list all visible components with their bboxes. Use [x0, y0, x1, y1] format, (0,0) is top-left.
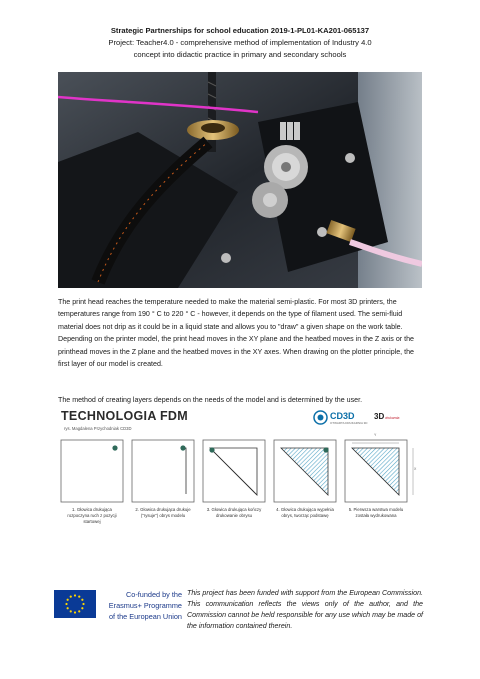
eu-star-icon: [78, 610, 80, 612]
eu-star-icon: [70, 596, 72, 598]
eu-cofunded-text: [98, 589, 182, 622]
step-4-caption: 4. Głowica drukująca wypełnia obrys, tworząc podstawę: [276, 507, 334, 518]
header-project-line-2: concept into didactic practice in primary and secondary schools: [133, 50, 347, 59]
eu-star-icon: [65, 603, 67, 605]
body-paragraph-2: The method of creating layers depends on the needs of the model and is determined by the user.: [58, 396, 363, 404]
eu-line-3: of the European Union: [108, 612, 182, 621]
drukarnia-logo-suffix: drukarnia: [385, 416, 400, 420]
eu-star-icon: [81, 599, 83, 601]
axis-y-label: Y: [374, 433, 377, 437]
eu-line-1: Co-funded by the: [126, 590, 182, 599]
eu-line-2: Erasmus+ Programme: [108, 601, 182, 610]
eu-star-icon: [81, 607, 83, 609]
funding-disclaimer: This project has been funded with support from the European Commission. This communication reflects the views only of the author, and the Commission cannot be held responsible for any use which may be made of the information contained therein.: [187, 589, 423, 630]
step-5-caption: 5. Pierwsza warstwa modelu została wydrukowana: [348, 507, 404, 518]
eu-star-icon: [74, 611, 76, 613]
step-2-caption: 2. Głowica drukująca drukuje ("rysuje") obrys modelu: [135, 507, 191, 518]
eu-star-icon: [67, 607, 69, 609]
eu-star-icon: [78, 596, 80, 598]
cd3d-logo-icon: [313, 410, 328, 425]
eu-star-icon: [70, 610, 72, 612]
step-5-diagram: [345, 440, 413, 502]
step-3-diagram: [203, 440, 265, 502]
cd3d-logo: [313, 410, 368, 428]
eu-star-icon: [82, 603, 84, 605]
step-2-diagram: [132, 440, 194, 502]
figure-subtitle: rys. Magdalena Przychodniak CD3D: [64, 426, 132, 431]
fdm-steps: [58, 433, 422, 559]
step-1-diagram: [61, 440, 123, 502]
cd3d-logo-text: CD3D: [330, 411, 355, 421]
step-4-diagram: [274, 440, 336, 502]
drukarnia-logo: [374, 412, 399, 421]
body-paragraph-1: The print head reaches the temperature needed to make the material semi-plastic. For most 3D printers, the temperatures range from 190 ° C to 220 ° C - however, it depends on the type of filament used. The semi-fluid material does not drip as it could be in a liquid state and allows you to "draw" a given shape on the work table. Depending on the printer model, the print head moves in the XY plane and the heatbed moves in the Z axis or the printhead moves in the Z plane and the heatbed moves in the XY axes. When drawing on the plotter principle, the first layer of our model is created.: [58, 298, 414, 369]
header-title: Strategic Partnerships for school education 2019-1-PL01-KA201-065137: [110, 26, 370, 35]
printhead-photo: [58, 72, 422, 288]
eu-flag-icon: [54, 590, 96, 618]
page-header: [40, 25, 440, 61]
axis-x-label: X: [414, 467, 417, 471]
header-project-line: Project: Teacher4.0 - comprehensive method of implementation of Industry 4.0: [108, 38, 372, 47]
cd3d-logo-small: OTWARTA DRUKARNIA 3D: [330, 421, 368, 425]
step-1-caption: 1. Głowica drukująca rozpoczyna ruch z pozycji startowej: [67, 507, 117, 524]
eu-star-icon: [74, 594, 76, 596]
eu-star-icon: [67, 599, 69, 601]
drukarnia-logo-text: 3D: [374, 412, 385, 421]
figure-title: TECHNOLOGIA FDM: [61, 409, 188, 423]
fdm-figure: [58, 409, 422, 559]
step-3-caption: 3. Głowica drukująca kończy drukowanie obrysu: [206, 507, 262, 518]
